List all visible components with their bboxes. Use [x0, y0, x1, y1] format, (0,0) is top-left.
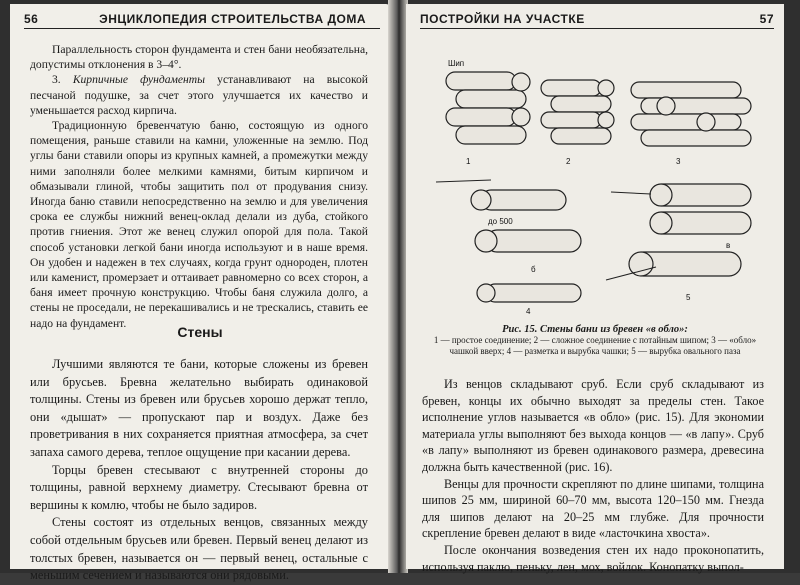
label-5: 5 [686, 293, 691, 302]
traditional-paragraph: Традиционную бревенчатую баню, состоящую из одного помещения, раньше ставили на камни, уложенные на землю. Под углы бани ставили опоры из крупных камней, а промежутки между ними заполняли более мелкими камнями, битым кирпичом и обмазывали глиной, чтобы защитить пол от продувания снизу. Иногда баню ставили непосредственно на землю и для увеличения срока ее службы нижний венец-оклад делали из дуба, стойкого против гниения. Этот же венец служил опорой для пола. Такой способ установки легкой бани иногда используют и в наше время. Он удобен и надежен в тех случаях, когда грунт однороден, плотен или каменист, промерзает и оттаивает равномерно со всех сторон, а баня имеет прочную конструкцию. Чтобы баня служила долго, а стены не проседали, не перекашивались и не трескались, ставить ее надо на фундамент. [30, 119, 368, 330]
book-gutter [388, 0, 408, 573]
running-head-title-left: ЭНЦИКЛОПЕДИЯ СТРОИТЕЛЬСТВА ДОМА [99, 12, 366, 26]
caption-text: 1 — простое соединение; 2 — сложное соединение с потайным шипом; 3 — «обло» чашкой вверх; 4 — разметка и вырубка чашки; 5 — вырубка овального паза [433, 335, 757, 356]
label-3: 3 [676, 157, 681, 166]
figure-15 [426, 52, 766, 322]
running-head-title-right: ПОСТРОЙКИ НА УЧАСТКЕ [420, 12, 585, 26]
section-title-walls: Стены [177, 324, 223, 340]
running-head-right [420, 12, 774, 29]
figure-caption [422, 324, 768, 357]
left-text-block-bottom [30, 356, 368, 585]
caption-title: Рис. 15. Стены бани из бревен «в обло»: [502, 324, 688, 335]
left-page [10, 4, 390, 583]
walls-paragraph-1: Лучшими являются те бани, которые сложены из бревен или брусьев. Бревна желательно выбирать одинаковой толщины. Стены из бревен или брусьев хорошо держат тепло, они «дышат» — пропускают пар и воздух. Даже без проветривания в них сохраняется приятная атмосфера, за счет запаха самого дерева, теплое ощущение при касании дерева. [30, 357, 368, 459]
item3-term: Кирпичные фундаменты [72, 73, 206, 87]
left-text-block-top [30, 42, 368, 331]
label-2: 2 [566, 157, 571, 166]
log-joint-illustration [426, 52, 766, 322]
page-number-right: 57 [759, 12, 774, 26]
page-number-left: 56 [24, 12, 39, 26]
right-paragraph-2: Венцы для прочности скрепляют по длине шипами, толщина шипов 25 мм, шириной 60–70 мм, высота 120–150 мм. Гнезда для шипов делают на 20–25 мм глубже. Для прочности скрепление бревен делают в виде «ласточкина хвоста». [422, 476, 764, 541]
label-do500: до 500 [488, 217, 513, 226]
right-text-block [422, 376, 764, 575]
label-v: в [726, 241, 731, 250]
right-paragraph-1: Из венцов складывают сруб. Если сруб складывают из бревен, концы их обычно выходят за пределы стен. Такое исполнение углов называется «в обло» (рис. 15). Для экономии материала углы выполняют без выхода концов — «в лапу». Сруб «в лапу» выполняют из бревен одинакового размера, древесина должна быть качественной (рис. 16). [422, 377, 764, 474]
walls-paragraph-3: Стены состоят из отдельных венцов, связанных между собой отдельным брусьев или бревен. Первый венец делают из толстых бревен, называется он — первый венец, остальные с меньшим сечением и называются они рядовыми. [30, 515, 368, 583]
walls-paragraph-2: Торцы бревен стесывают с внутренней стороны до толщины, равной верхнему диаметру. Стесывают бревна от вершины к комлю, чтобы не было задиров. [30, 462, 368, 512]
label-b: б [531, 265, 536, 274]
right-paragraph-3: После окончания возведения стен их надо проконопатить, используя паклю, пеньку, лен, мох, войлок. Конопатку выпол- [422, 542, 764, 574]
label-1: 1 [466, 157, 471, 166]
running-head-left [24, 12, 380, 29]
intro-paragraph: Параллельность сторон фундамента и стен бани необязательна, допустимы отклонения в 3–4°. [30, 43, 368, 72]
item3-paragraph: 3. Кирпичные фундаменты устанавливают на высокой песчаной подушке, за счет этого улучшается их качество и уменьшается расход кирпича. [30, 73, 368, 117]
right-page [406, 4, 784, 574]
label-ship: Шип [448, 59, 465, 68]
label-4: 4 [526, 307, 531, 316]
